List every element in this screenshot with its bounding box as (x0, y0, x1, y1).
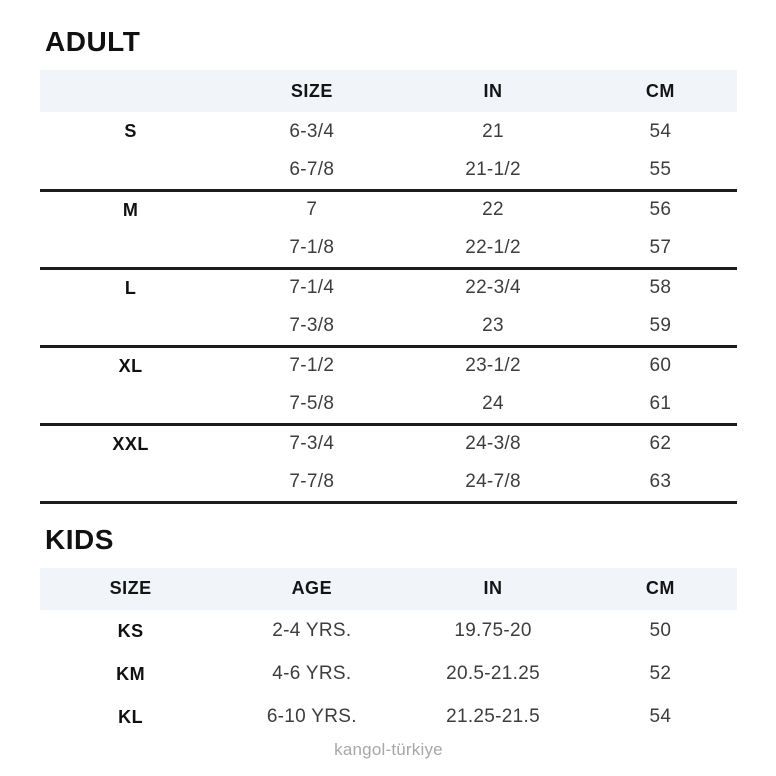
kids-in-value: 21.25-21.5 (446, 706, 540, 727)
kids-cm-value: 52 (649, 663, 672, 684)
adult-in-value: 22-3/4 (465, 277, 521, 299)
adult-size-value: 7-7/8 (221, 463, 402, 502)
adult-col-header-blank (40, 70, 221, 112)
table-row (40, 463, 737, 502)
adult-size-value: 7-1/4 (289, 277, 335, 299)
empty-cell (40, 385, 221, 424)
adult-col-header-in: IN (402, 70, 583, 112)
kids-size-label: KM (116, 663, 146, 684)
kids-size-label: KS (117, 620, 144, 641)
kids-col-header-size: SIZE (40, 568, 221, 610)
adult-in-value: 21-1/2 (402, 151, 583, 190)
size-chart-page (40, 26, 737, 760)
adult-in-value: 21 (482, 120, 504, 142)
table-row (40, 424, 737, 463)
adult-cm-value: 61 (584, 385, 737, 424)
adult-size-label: XXL (112, 433, 149, 454)
watermark-text: kangol-türkiye (334, 739, 443, 759)
adult-in-value: 23-1/2 (465, 355, 521, 377)
kids-age-value: 2-4 YRS. (272, 620, 352, 641)
adult-cm-value: 60 (649, 355, 672, 377)
table-row (40, 696, 737, 739)
kids-in-value: 20.5-21.25 (446, 663, 540, 684)
adult-size-label: M (122, 199, 139, 220)
adult-cm-value: 54 (649, 120, 672, 142)
adult-size-value: 7 (306, 199, 318, 221)
kids-header-row (40, 568, 737, 610)
adult-size-value: 7-3/4 (289, 433, 335, 455)
kids-in-value: 19.75-20 (454, 620, 532, 641)
adult-size-value: 7-1/2 (289, 355, 335, 377)
kids-cm-value: 54 (649, 706, 672, 727)
adult-cm-value: 57 (584, 229, 737, 268)
adult-size-value: 6-3/4 (289, 120, 335, 142)
table-row (40, 610, 737, 653)
empty-cell (40, 463, 221, 502)
table-row (40, 653, 737, 696)
table-row (40, 229, 737, 268)
adult-cm-value: 62 (649, 433, 672, 455)
table-row (40, 190, 737, 229)
kids-col-header-age: AGE (221, 568, 402, 610)
table-row (40, 112, 737, 151)
kids-col-header-cm: CM (584, 568, 737, 610)
adult-in-value: 22-1/2 (402, 229, 583, 268)
table-row (40, 385, 737, 424)
adult-cm-value: 59 (584, 307, 737, 346)
adult-size-label: S (124, 121, 137, 141)
adult-size-value: 6-7/8 (221, 151, 402, 190)
kids-size-table (40, 568, 737, 739)
empty-cell (40, 229, 221, 268)
adult-in-value: 24-7/8 (402, 463, 583, 502)
kids-cm-value: 50 (649, 620, 672, 641)
adult-cm-value: 58 (649, 277, 672, 299)
table-row (40, 268, 737, 307)
adult-heading: ADULT (45, 26, 141, 57)
table-row (40, 346, 737, 385)
kids-section (40, 524, 737, 739)
kids-col-header-in: IN (402, 568, 583, 610)
kids-age-value: 4-6 YRS. (272, 663, 352, 684)
adult-header-row (40, 70, 737, 112)
adult-in-value: 24 (402, 385, 583, 424)
adult-size-table (40, 70, 737, 504)
kids-size-label: KL (118, 706, 144, 727)
adult-cm-value: 55 (584, 151, 737, 190)
adult-size-label: XL (118, 355, 143, 376)
adult-size-value: 7-1/8 (221, 229, 402, 268)
adult-cm-value: 63 (584, 463, 737, 502)
table-row (40, 307, 737, 346)
empty-cell (40, 307, 221, 346)
adult-col-header-size: SIZE (221, 70, 402, 112)
adult-section (40, 26, 737, 504)
adult-in-value: 23 (402, 307, 583, 346)
adult-col-header-cm: CM (584, 70, 737, 112)
table-row (40, 151, 737, 190)
kids-heading: KIDS (45, 523, 114, 555)
adult-in-value: 24-3/8 (465, 433, 521, 455)
adult-in-value: 22 (482, 199, 504, 221)
empty-cell (40, 151, 221, 190)
adult-size-value: 7-3/8 (221, 307, 402, 346)
kids-age-value: 6-10 YRS. (266, 706, 357, 727)
adult-cm-value: 56 (649, 199, 672, 221)
adult-size-label: L (124, 277, 137, 298)
adult-size-value: 7-5/8 (221, 385, 402, 424)
